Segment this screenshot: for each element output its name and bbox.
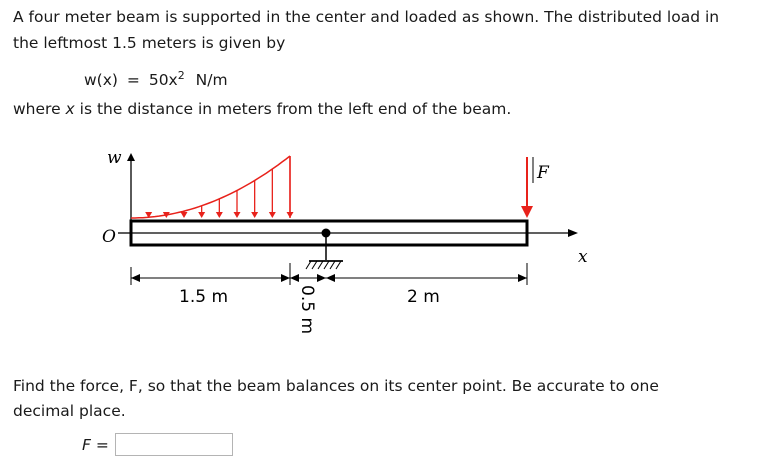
where-sentence bbox=[13, 98, 511, 120]
dim-arrow-right-a bbox=[326, 274, 335, 282]
force-label: F bbox=[537, 163, 549, 183]
load-arrowhead bbox=[251, 212, 258, 218]
dim-arrow-left-b bbox=[281, 274, 290, 282]
distributed-load bbox=[131, 156, 294, 218]
load-arrowhead bbox=[181, 212, 188, 218]
pivot-hatching bbox=[306, 261, 341, 269]
where-pre: where bbox=[13, 100, 66, 118]
load-arrowhead bbox=[216, 212, 223, 218]
where-variable: x bbox=[65, 100, 75, 118]
formula-rhs: 50x bbox=[148, 71, 178, 90]
problem-intro-line1: A four meter beam is supported in the center and loaded as shown. The distributed load in bbox=[13, 8, 720, 26]
x-axis-label: x bbox=[578, 247, 588, 267]
load-formula bbox=[84, 65, 228, 91]
load-arrowhead bbox=[269, 212, 276, 218]
dim-arrow-mid-b bbox=[317, 274, 326, 282]
w-axis-arrowhead bbox=[127, 153, 135, 161]
beam-diagram bbox=[100, 145, 620, 360]
dim-label-left: 1.5 m bbox=[179, 287, 228, 307]
answer-label: F = bbox=[82, 435, 109, 454]
formula-equals: = bbox=[126, 71, 140, 90]
answer-input[interactable] bbox=[115, 433, 233, 456]
load-curve bbox=[131, 156, 290, 218]
answer-row bbox=[82, 433, 233, 456]
load-arrowhead bbox=[234, 212, 241, 218]
origin-label: O bbox=[102, 227, 116, 247]
dim-label-right: 2 m bbox=[407, 287, 440, 307]
question-line2: decimal place. bbox=[13, 402, 126, 420]
question-line1: Find the force, F, so that the beam balances on its center point. Be accurate to one bbox=[13, 377, 659, 395]
dim-arrow-right-b bbox=[518, 274, 527, 282]
formula-unit: N/m bbox=[195, 71, 228, 90]
where-post: is the distance in meters from the left end of the beam. bbox=[74, 100, 512, 118]
force-arrowhead bbox=[521, 206, 533, 218]
load-arrowhead bbox=[287, 212, 294, 218]
formula-exponent: 2 bbox=[177, 69, 185, 82]
w-axis-label: w bbox=[107, 148, 122, 168]
dim-label-mid: 0.5 m bbox=[297, 285, 317, 334]
formula-lhs: w(x) bbox=[84, 71, 118, 90]
dim-arrow-mid-a bbox=[290, 274, 299, 282]
x-axis-arrowhead bbox=[568, 229, 578, 237]
problem-intro-line2: the leftmost 1.5 meters is given by bbox=[13, 34, 286, 52]
dim-arrow-left-a bbox=[131, 274, 140, 282]
load-arrowhead bbox=[198, 212, 205, 218]
